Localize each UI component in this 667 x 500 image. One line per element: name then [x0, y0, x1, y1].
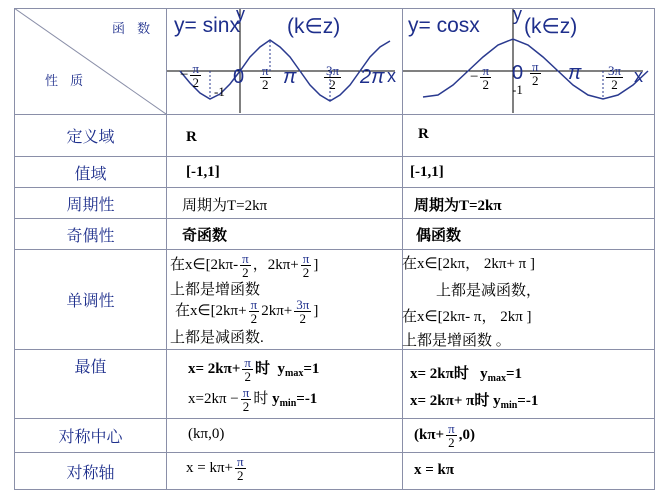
- cos-tick-pi: π: [568, 62, 582, 84]
- cos-axis: x = kπ: [414, 462, 455, 478]
- cos-tick-half-pi: $\frac{\pi}{2}$: [532, 59, 539, 88]
- properties-header-label: 性 质: [45, 74, 88, 89]
- row-label-period: 周期性: [66, 194, 115, 214]
- sin-title: y= sinx: [174, 14, 240, 37]
- cos-max: x= 2kπ时 $y_{max}=1$: [410, 366, 523, 384]
- cos-tick-neg-half-pi: − $\frac{\pi}{2}$: [470, 63, 490, 92]
- sin-condition: (k∈z): [287, 15, 341, 38]
- cos-y-label: y: [513, 4, 522, 24]
- row-label-monotonicity: 单调性: [66, 291, 115, 310]
- sin-parity: 奇函数: [182, 226, 228, 244]
- cos-condition: (k∈z): [524, 15, 578, 38]
- sin-tick-neg-one: -1: [214, 84, 225, 99]
- cos-mono-line2: 上都是减函数，: [436, 283, 542, 299]
- cos-center: (kπ+ $\frac{\pi}{2}$ ,0): [414, 421, 475, 450]
- row-label-center: 对称中心: [58, 427, 123, 446]
- sin-axis: x = kπ+ $\frac{\pi}{2}$: [186, 454, 244, 483]
- sin-x-label: x: [387, 66, 396, 86]
- sin-max: x= 2kπ+ $\frac{\pi}{2}$ 时 $y_{max}=1$: [188, 355, 320, 384]
- sin-mono-line3: 在x∈[2kπ+ $\frac{\pi}{2}$ 2kπ+ $\frac{3\pi}{2}$ ]: [175, 297, 319, 326]
- row-label-parity: 奇偶性: [66, 225, 115, 245]
- sin-mono-line1: 在x∈[2kπ- $\frac{\pi}{2}$ ，2kπ+ $\frac{\pi}{2}$ ]: [170, 251, 319, 280]
- cos-title: y= cosx: [408, 14, 480, 37]
- sin-tick-neg-half-pi: − $\frac{\pi}{2}$: [180, 61, 200, 90]
- row-label-extremum: 最值: [74, 356, 107, 376]
- table-border-bottom: [14, 489, 654, 490]
- cos-tick-zero: 0: [512, 62, 524, 84]
- table-border-right: [654, 8, 655, 490]
- cos-x-label: x: [634, 66, 643, 86]
- sin-y-label: y: [236, 4, 245, 24]
- cos-min: x= 2kπ+ π时 $y_{min}=-1$: [410, 393, 539, 411]
- sin-tick-pi: π: [283, 66, 297, 88]
- row-label-range: 值域: [74, 163, 107, 183]
- functions-header-label: 函 数: [112, 22, 155, 37]
- cos-tick-three-half-pi: $\frac{3\pi}{2}$: [608, 63, 622, 92]
- sin-center: (kπ,0): [188, 426, 225, 442]
- sin-domain: R: [186, 129, 197, 145]
- sin-tick-zero: 0: [233, 66, 245, 88]
- row-label-domain: 定义域: [66, 127, 115, 146]
- sin-tick-half-pi: $\frac{\pi}{2}$: [262, 63, 269, 92]
- sin-tick-three-half-pi: $\frac{3\pi}{2}$: [326, 63, 340, 92]
- row-label-axis: 对称轴: [66, 462, 115, 482]
- cos-mono-line3: 在x∈[2kπ- π， 2kπ ]: [402, 309, 532, 325]
- cos-parity: 偶函数: [416, 226, 462, 244]
- sin-min: x=2kπ − $\frac{\pi}{2}$ 时 $y_{min}=-1$: [188, 385, 318, 414]
- sin-mono-line4: 上都是减函数.: [170, 330, 264, 346]
- cos-mono-line4: 上都是增函数 。: [402, 333, 511, 349]
- sin-tick-two-pi: 2π: [360, 66, 385, 88]
- cos-mono-line1: 在x∈[2kπ， 2kπ+ π ]: [402, 256, 535, 272]
- sin-period: 周期为T=2kπ: [182, 198, 268, 214]
- cos-period: 周期为T=2kπ: [414, 198, 502, 214]
- sin-mono-line2: 上都是增函数: [170, 282, 261, 298]
- cos-domain: R: [418, 126, 429, 142]
- sin-range: [-1,1]: [186, 164, 220, 180]
- cos-tick-neg-one: -1: [512, 82, 523, 97]
- cos-range: [-1,1]: [410, 164, 444, 180]
